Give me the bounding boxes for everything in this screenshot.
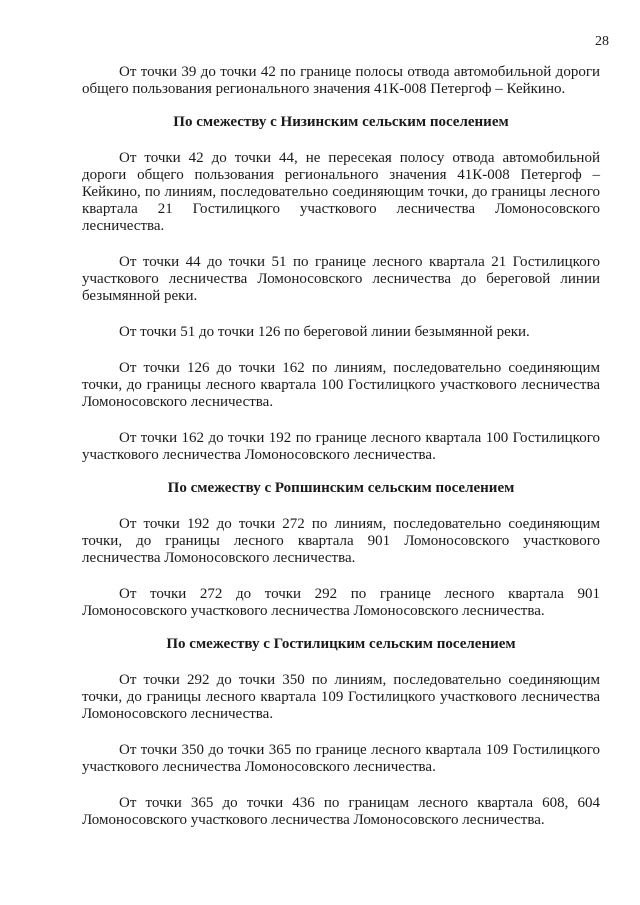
document-body bbox=[82, 64, 600, 829]
paragraph-272-292: От точки 272 до точки 292 по границе лесного квартала 901 Ломоносовского участкового лесничества Ломоносовского лесничества. bbox=[82, 586, 600, 619]
page-number: 28 bbox=[595, 34, 609, 49]
paragraph-road-39-42: От точки 39 до точки 42 по границе полосы отвода автомобильной дороги общего пользования регионального значения 41К-008 Петергоф – Кейкино. bbox=[82, 64, 600, 97]
paragraph-350-365: От точки 350 до точки 365 по границе лесного квартала 109 Гостилицкого участкового лесничества Ломоносовского лесничества. bbox=[82, 742, 600, 775]
section-heading-ropsha: По смежеству с Ропшинским сельским поселением bbox=[167, 480, 515, 496]
paragraph-126-162: От точки 126 до точки 162 по линиям, последовательно соединяющим точки, до границы лесного квартала 100 Гостилицкого участкового лесничества Ломоносовского лесничества. bbox=[82, 360, 600, 410]
paragraph-162-192: От точки 162 до точки 192 по границе лесного квартала 100 Гостилицкого участкового лесничества Ломоносовского лесничества. bbox=[82, 430, 600, 463]
paragraph-42-44: От точки 42 до точки 44, не пересекая полосу отвода автомобильной дороги общего пользования регионального значения 41К-008 Петергоф – Кейкино, по линиям, последовательно соединяющим точки, до границы лесного квартала 21 Гостилицкого участкового лесничества Ломоносовского лесничества. bbox=[82, 150, 600, 234]
paragraph-292-350: От точки 292 до точки 350 по линиям, последовательно соединяющим точки, до границы лесного квартала 109 Гостилицкого участкового лесничества Ломоносовского лесничества. bbox=[82, 672, 600, 722]
paragraph-51-126: От точки 51 до точки 126 по береговой линии безымянной реки. bbox=[119, 324, 530, 340]
paragraph-44-51: От точки 44 до точки 51 по границе лесного квартала 21 Гостилицкого участкового лесничества Ломоносовского лесничества до береговой линии безымянной реки. bbox=[82, 254, 600, 304]
section-heading-gostilitsy: По смежеству с Гостилицким сельским поселением bbox=[166, 636, 516, 652]
paragraph-365-436: От точки 365 до точки 436 по границам лесного квартала 608, 604 Ломоносовского участкового лесничества Ломоносовского лесничества. bbox=[82, 795, 600, 828]
paragraph-192-272: От точки 192 до точки 272 по линиям, последовательно соединяющим точки, до границы лесного квартала 901 Ломоносовского участкового лесничества Ломоносовского лесничества. bbox=[82, 516, 600, 566]
section-heading-nizino: По смежеству с Низинским сельским поселением bbox=[173, 114, 509, 130]
